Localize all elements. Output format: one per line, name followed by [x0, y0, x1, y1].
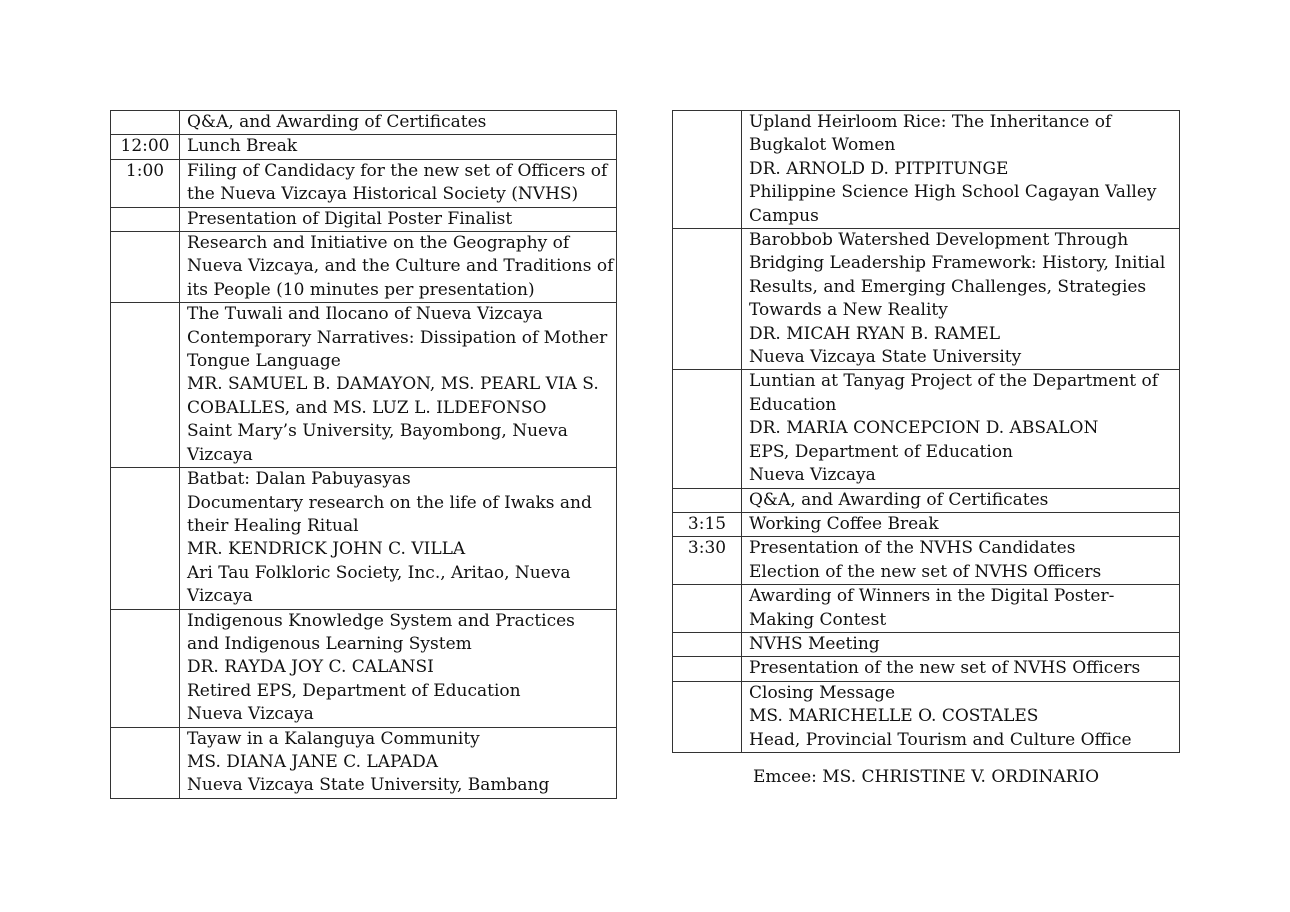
activity-cell — [180, 111, 617, 135]
time-cell — [111, 468, 180, 609]
activity-line: Closing Message — [749, 682, 896, 703]
activity-line: Campus — [749, 205, 819, 226]
activity-line: Contemporary Narratives: Dissipation of Mother — [187, 327, 608, 348]
schedule-row — [111, 135, 617, 159]
activity-cell — [742, 585, 1180, 633]
time-cell — [673, 370, 742, 488]
schedule-table-left-body — [111, 111, 617, 799]
activity-line: Luntian at Tanyag Project of the Department of — [749, 371, 1159, 392]
activity-cell — [180, 468, 617, 609]
activity-line: their Healing Ritual — [187, 515, 359, 536]
activity-cell — [742, 229, 1180, 370]
schedule-row — [111, 303, 617, 468]
time-cell: 3:15 — [673, 512, 742, 536]
time-cell: 1:00 — [111, 159, 180, 207]
activity-line: its People (10 minutes per presentation) — [187, 279, 535, 300]
time-cell — [111, 207, 180, 231]
activity-line: Presentation of the new set of NVHS Officers — [749, 658, 1141, 679]
activity-line: Nueva Vizcaya — [187, 704, 314, 725]
activity-cell — [180, 159, 617, 207]
activity-line: Lunch Break — [187, 136, 298, 157]
activity-line: Results, and Emerging Challenges, Strategies — [749, 276, 1147, 297]
activity-line: Towards a New Reality — [749, 300, 948, 321]
time-cell — [673, 585, 742, 633]
activity-line: Documentary research on the life of Iwaks and — [187, 492, 592, 513]
activity-line: Tayaw in a Kalanguya Community — [187, 728, 480, 749]
activity-line: Batbat: Dalan Pabuyasyas — [187, 469, 411, 490]
activity-line: DR. ARNOLD D. PITPITUNGE — [749, 158, 1009, 179]
activity-line: Vizcaya — [187, 586, 253, 607]
schedule-row — [111, 111, 617, 135]
activity-line: MR. SAMUEL B. DAMAYON, MS. PEARL VIA S. — [187, 374, 599, 395]
schedule-table-right — [672, 110, 1180, 753]
activity-cell — [180, 727, 617, 798]
activity-cell — [742, 632, 1180, 656]
activity-line: Bridging Leadership Framework: History, Initial — [749, 253, 1166, 274]
activity-cell — [742, 488, 1180, 512]
activity-cell — [742, 537, 1180, 585]
activity-cell — [180, 303, 617, 468]
time-cell — [673, 657, 742, 681]
schedule-row — [673, 488, 1180, 512]
activity-line: Upland Heirloom Rice: The Inheritance of — [749, 112, 1112, 132]
activity-line: DR. MARIA CONCEPCION D. ABSALON — [749, 418, 1099, 439]
activity-line: Education — [749, 394, 837, 415]
activity-line: Q&A, and Awarding of Certificates — [187, 112, 487, 132]
time-cell: 12:00 — [111, 135, 180, 159]
activity-line: Head, Provincial Tourism and Culture Office — [749, 729, 1132, 750]
activity-line: Election of the new set of NVHS Officers — [749, 561, 1102, 582]
schedule-row — [673, 632, 1180, 656]
activity-line: Filing of Candidacy for the new set of Officers of — [187, 160, 608, 181]
activity-line: Indigenous Knowledge System and Practices — [187, 610, 575, 631]
activity-cell — [180, 135, 617, 159]
activity-line: Ari Tau Folkloric Society, Inc., Aritao, Nueva — [187, 562, 571, 583]
schedule-row — [673, 229, 1180, 370]
time-cell — [673, 229, 742, 370]
activity-cell — [180, 232, 617, 303]
schedule-row — [673, 657, 1180, 681]
time-cell — [111, 232, 180, 303]
activity-cell — [180, 609, 617, 727]
activity-line: MR. KENDRICK JOHN C. VILLA — [187, 539, 466, 560]
activity-cell — [742, 657, 1180, 681]
activity-line: Retired EPS, Department of Education — [187, 680, 521, 701]
activity-cell — [180, 207, 617, 231]
time-cell — [673, 111, 742, 229]
time-cell — [111, 727, 180, 798]
time-cell — [673, 488, 742, 512]
activity-line: DR. MICAH RYAN B. RAMEL — [749, 323, 1001, 344]
schedule-table-left — [110, 110, 617, 799]
activity-line: Working Coffee Break — [749, 513, 939, 534]
schedule-row — [111, 468, 617, 609]
activity-line: NVHS Meeting — [749, 633, 880, 654]
schedule-row — [673, 681, 1180, 752]
activity-line: COBALLES, and MS. LUZ L. ILDEFONSO — [187, 397, 547, 418]
time-cell — [111, 303, 180, 468]
activity-line: Nueva Vizcaya State University — [749, 347, 1022, 368]
activity-line: Barobbob Watershed Development Through — [749, 230, 1129, 251]
time-cell — [111, 609, 180, 727]
schedule-table-right-body — [673, 111, 1180, 753]
activity-line: the Nueva Vizcaya Historical Society (NVHS) — [187, 184, 579, 205]
activity-cell — [742, 370, 1180, 488]
activity-line: Presentation of Digital Poster Finalist — [187, 208, 513, 229]
schedule-row — [673, 537, 1180, 585]
activity-line: DR. RAYDA JOY C. CALANSI — [187, 657, 434, 678]
activity-line: Research and Initiative on the Geography of — [187, 233, 570, 254]
schedule-row — [111, 207, 617, 231]
schedule-row — [673, 111, 1180, 229]
activity-cell — [742, 512, 1180, 536]
activity-line: Vizcaya — [187, 444, 253, 465]
activity-line: and Indigenous Learning System — [187, 633, 472, 654]
activity-line: Nueva Vizcaya State University, Bambang — [187, 775, 550, 796]
activity-line: Philippine Science High School Cagayan Valley — [749, 182, 1157, 203]
activity-line: EPS, Department of Education — [749, 441, 1014, 462]
schedule-row — [111, 727, 617, 798]
activity-line: Tongue Language — [187, 351, 341, 372]
time-cell: 3:30 — [673, 537, 742, 585]
schedule-row — [111, 159, 617, 207]
emcee-line: Emcee: MS. CHRISTINE V. ORDINARIO — [752, 767, 1100, 787]
activity-cell — [742, 111, 1180, 229]
activity-line: MS. DIANA JANE C. LAPADA — [187, 751, 439, 772]
activity-line: Saint Mary’s University, Bayombong, Nueva — [187, 421, 568, 442]
activity-line: The Tuwali and Ilocano of Nueva Vizcaya — [187, 304, 543, 325]
activity-line: Awarding of Winners in the Digital Poster- — [749, 586, 1115, 607]
schedule-row — [673, 512, 1180, 536]
time-cell — [673, 632, 742, 656]
activity-line: Making Contest — [749, 609, 887, 630]
time-cell — [111, 111, 180, 135]
schedule-row — [111, 232, 617, 303]
schedule-row — [111, 609, 617, 727]
schedule-row — [673, 585, 1180, 633]
time-cell — [673, 681, 742, 752]
activity-cell — [742, 681, 1180, 752]
schedule-row — [673, 370, 1180, 488]
activity-line: Nueva Vizcaya — [749, 465, 876, 486]
activity-line: MS. MARICHELLE O. COSTALES — [749, 706, 1039, 727]
activity-line: Presentation of the NVHS Candidates — [749, 538, 1076, 559]
activity-line: Bugkalot Women — [749, 135, 896, 156]
activity-line: Nueva Vizcaya, and the Culture and Traditions of — [187, 256, 614, 277]
activity-line: Q&A, and Awarding of Certificates — [749, 489, 1049, 510]
